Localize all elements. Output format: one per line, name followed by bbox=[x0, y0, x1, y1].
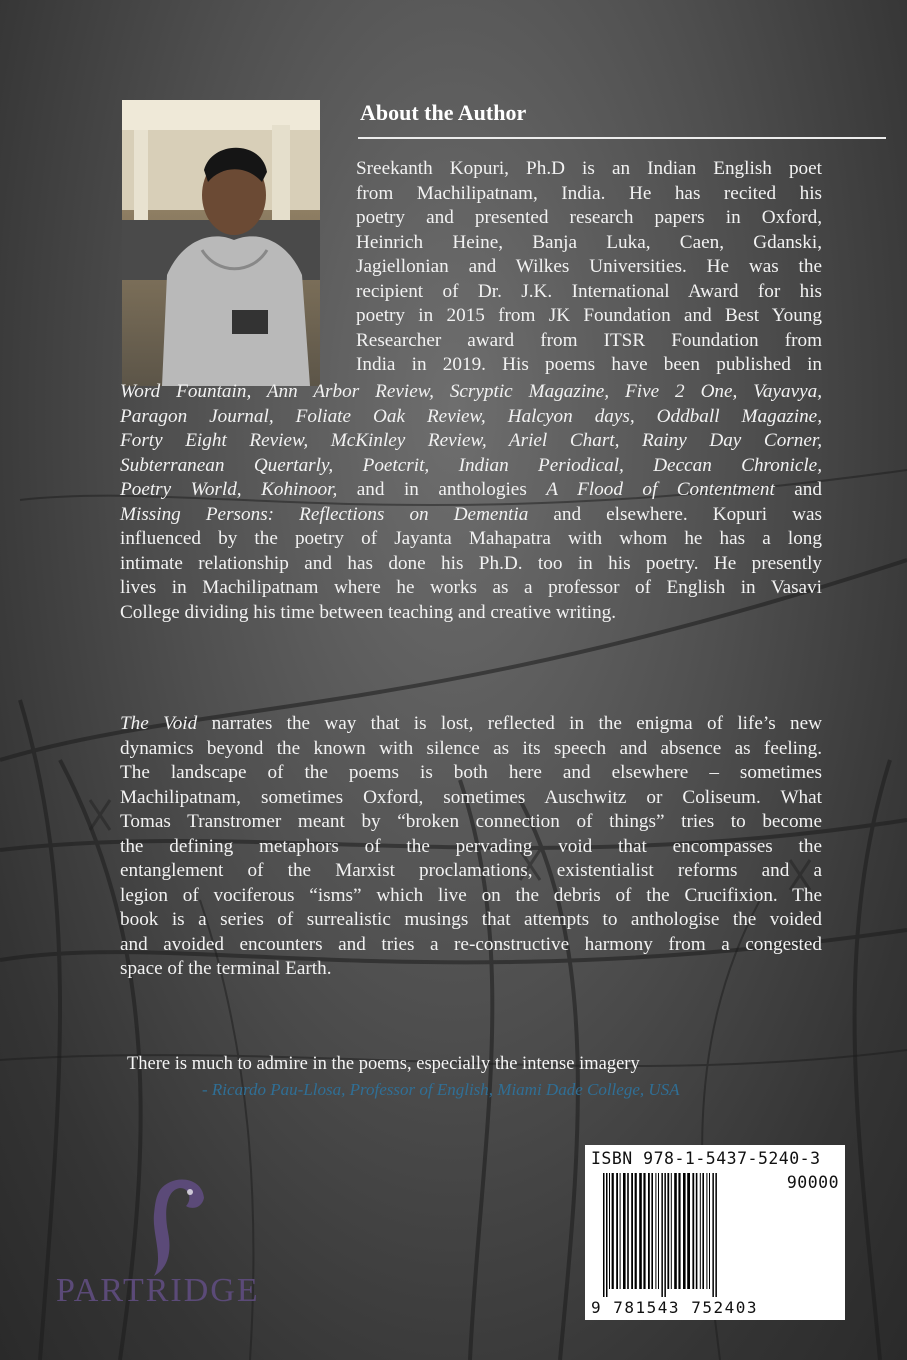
line-text: dynamics beyond the known with silence as its speech and absence as feeling. bbox=[120, 737, 822, 759]
line-text: legion of vociferous “isms” which live on the debris of the Crucifixion. The bbox=[120, 884, 822, 906]
line-text: and in anthologies bbox=[337, 479, 547, 500]
bio-line: poetry and presented research papers in Oxford, bbox=[356, 207, 822, 228]
endorsement-quote: There is much to admire in the poems, especially the intense imagery bbox=[127, 1054, 640, 1074]
description-line bbox=[120, 712, 822, 737]
description-line bbox=[120, 933, 822, 958]
barcode-bar bbox=[655, 1173, 656, 1289]
barcode-bar bbox=[651, 1173, 653, 1289]
partridge-bird-icon bbox=[142, 1172, 212, 1276]
barcode-bar bbox=[631, 1173, 633, 1289]
italic-title-text: Word Fountain, Ann Arbor Review, Scryptic Magazine, Five 2 One, Vayavya, bbox=[120, 381, 822, 402]
line-text: intimate relationship and has done his Ph.D. too in his poetry. He presently bbox=[120, 552, 822, 574]
line-text: entanglement of the Marxist proclamations, existentialist reforms and a bbox=[120, 860, 822, 881]
italic-title-text: Paragon Journal, Foliate Oak Review, Halcyon days, Oddball Magazine, bbox=[120, 405, 822, 427]
isbn-barcode bbox=[585, 1145, 845, 1320]
barcode-bar bbox=[635, 1173, 637, 1289]
barcode-bar bbox=[692, 1173, 694, 1289]
bio-line: recipient of Dr. J.K. International Award for his bbox=[356, 280, 822, 302]
barcode-bar bbox=[609, 1173, 610, 1289]
line-text: and bbox=[774, 479, 822, 500]
barcode-bar bbox=[706, 1173, 707, 1289]
book-description bbox=[120, 712, 822, 982]
description-line bbox=[120, 786, 822, 811]
barcode-bar bbox=[712, 1173, 714, 1297]
author-bio-wide bbox=[120, 380, 822, 625]
description-line bbox=[120, 761, 822, 786]
description-line bbox=[120, 884, 822, 909]
description-line bbox=[120, 810, 822, 835]
price-code: 90000 bbox=[786, 1173, 839, 1192]
description-line bbox=[120, 835, 822, 860]
barcode-bar bbox=[658, 1173, 659, 1289]
line-text: Tomas Transtromer meant by “broken connection of things” tries to become bbox=[120, 811, 822, 832]
author-bio-narrow bbox=[356, 157, 822, 378]
barcode-bar bbox=[687, 1173, 690, 1289]
description-line bbox=[120, 737, 822, 762]
bio-line bbox=[120, 429, 822, 454]
italic-title-text: The Void bbox=[120, 713, 198, 734]
author-photo bbox=[122, 100, 320, 386]
barcode-bar bbox=[639, 1173, 642, 1289]
italic-title-text: Forty Eight Review, McKinley Review, Ariel Chart, Rainy Day Corner, bbox=[120, 430, 822, 451]
line-text: and avoided encounters and tries a re-constructive harmony from a congested bbox=[120, 933, 822, 955]
line-text: book is a series of surrealistic musings that attempts to anthologise the voided bbox=[120, 909, 822, 930]
line-text: and elsewhere. Kopuri was bbox=[528, 503, 823, 525]
about-author-heading: About the Author bbox=[360, 100, 527, 125]
barcode-bar bbox=[620, 1173, 621, 1289]
line-text: College dividing his time between teaching and creative writing. bbox=[120, 601, 617, 623]
italic-title-text: Poetry World, Kohinoor, bbox=[120, 479, 338, 500]
bio-line bbox=[120, 601, 822, 626]
barcode-bar bbox=[678, 1173, 680, 1289]
barcode-bar bbox=[661, 1173, 663, 1297]
line-text: the defining metaphors of the pervading void that encompasses the bbox=[120, 835, 822, 857]
barcode-bar bbox=[702, 1173, 704, 1289]
barcode-bar bbox=[667, 1173, 669, 1289]
barcode-bar bbox=[603, 1173, 605, 1297]
barcode-bar bbox=[623, 1173, 626, 1289]
barcode-bar bbox=[627, 1173, 629, 1289]
barcode-bar bbox=[709, 1173, 710, 1289]
bio-line: India in 2019. His poems have been published in bbox=[356, 354, 822, 375]
bio-line: poetry in 2015 from JK Foundation and Best Young bbox=[356, 305, 822, 326]
italic-title-text: Missing Persons: Reflections on Dementia bbox=[120, 503, 529, 525]
barcode-bars bbox=[601, 1173, 769, 1297]
line-text: space of the terminal Earth. bbox=[120, 958, 332, 979]
bio-line bbox=[120, 478, 822, 503]
italic-title-text: Subterranean Quertarly, Poetcrit, Indian Periodical, Deccan Chronicle, bbox=[120, 454, 822, 476]
barcode-bar bbox=[671, 1173, 672, 1289]
description-line bbox=[120, 957, 822, 982]
line-text: lives in Machilipatnam where he works as a professor of English in Vasavi bbox=[120, 577, 822, 598]
bio-line: Heinrich Heine, Banja Luka, Caen, Gdanski, bbox=[356, 231, 822, 253]
bio-line: from Machilipatnam, India. He has recited his bbox=[356, 182, 822, 204]
description-line bbox=[120, 859, 822, 884]
barcode-bar bbox=[696, 1173, 698, 1289]
barcode-bar bbox=[616, 1173, 618, 1289]
bio-line bbox=[120, 405, 822, 430]
italic-title-text: A Flood of Contentment bbox=[546, 479, 775, 500]
bio-line: Sreekanth Kopuri, Ph.D is an Indian English poet bbox=[356, 158, 822, 179]
isbn-label: ISBN 978-1-5437-5240-3 bbox=[591, 1149, 821, 1168]
barcode-bar bbox=[674, 1173, 677, 1289]
ean-number: 9 781543 752403 bbox=[591, 1298, 758, 1317]
barcode-bar bbox=[606, 1173, 608, 1297]
line-text: narrates the way that is lost, reflected in the enigma of life’s new bbox=[197, 713, 822, 734]
barcode-bar bbox=[664, 1173, 666, 1297]
heading-divider bbox=[358, 137, 886, 139]
description-line bbox=[120, 908, 822, 933]
line-text: The landscape of the poems is both here and elsewhere – sometimes bbox=[120, 762, 822, 783]
endorsement-attribution: - Ricardo Pau-Llosa, Professor of English, Miami Dade College, USA bbox=[202, 1080, 680, 1099]
bio-line bbox=[120, 380, 822, 405]
barcode-bar bbox=[648, 1173, 650, 1289]
barcode-bar bbox=[683, 1173, 686, 1289]
barcode-bar bbox=[643, 1173, 645, 1289]
line-text: Machilipatnam, sometimes Oxford, sometimes Auschwitz or Coliseum. What bbox=[120, 786, 822, 808]
bio-line bbox=[120, 503, 822, 528]
bio-line bbox=[120, 454, 822, 479]
bio-line bbox=[120, 552, 822, 577]
bio-line: Researcher award from ITSR Foundation from bbox=[356, 329, 822, 351]
publisher-name: PARTRIDGE bbox=[56, 1272, 260, 1309]
barcode-bar bbox=[700, 1173, 701, 1289]
line-text: influenced by the poetry of Jayanta Mahapatra with whom he has a long bbox=[120, 528, 822, 549]
bio-line bbox=[120, 527, 822, 552]
bio-line: Jagiellonian and Wilkes Universities. He was the bbox=[356, 256, 822, 277]
bio-line bbox=[120, 576, 822, 601]
barcode-bar bbox=[715, 1173, 717, 1297]
barcode-bar bbox=[612, 1173, 614, 1289]
